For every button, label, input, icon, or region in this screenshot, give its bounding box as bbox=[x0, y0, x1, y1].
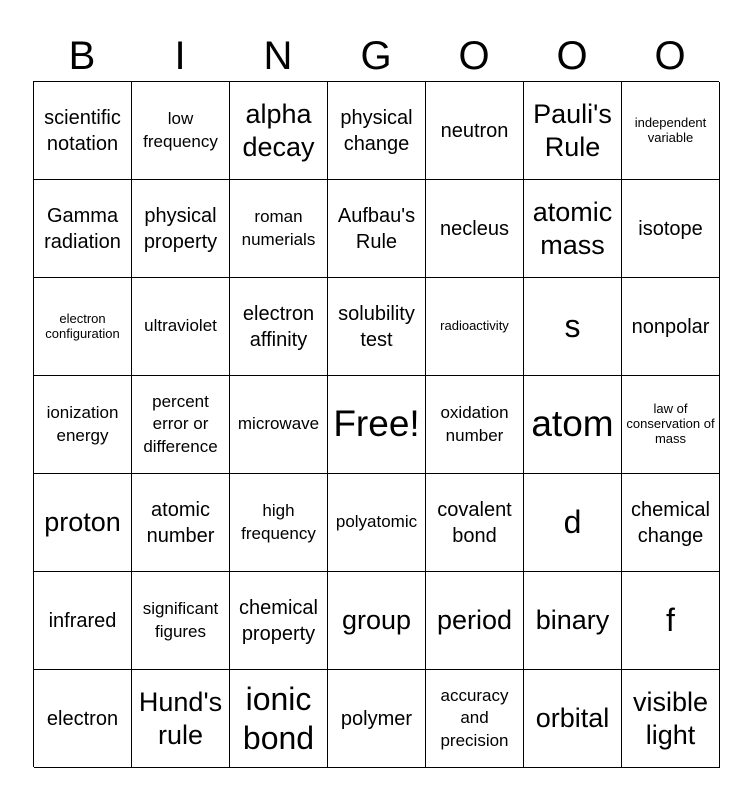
bingo-cell[interactable] bbox=[230, 474, 328, 572]
cell-label: necleus bbox=[440, 217, 509, 240]
bingo-cell-free[interactable] bbox=[328, 376, 426, 474]
cell-label: atomic number bbox=[146, 498, 215, 547]
bingo-cell[interactable] bbox=[622, 572, 720, 670]
cell-label: orbital bbox=[535, 703, 610, 734]
cell-label: solubility test bbox=[338, 302, 415, 351]
bingo-cell[interactable] bbox=[426, 376, 524, 474]
cell-label: s bbox=[564, 308, 581, 345]
cell-label: radioactivity bbox=[440, 318, 509, 334]
cell-label: Hund's rule bbox=[138, 687, 223, 750]
bingo-cell[interactable] bbox=[524, 376, 622, 474]
cell-label: scientific notation bbox=[44, 106, 121, 155]
bingo-cell[interactable] bbox=[622, 278, 720, 376]
bingo-cell[interactable] bbox=[524, 670, 622, 768]
bingo-cell[interactable] bbox=[132, 670, 230, 768]
cell-label: isotope bbox=[638, 217, 703, 240]
cell-label: high frequency bbox=[241, 501, 316, 543]
cell-label: atomic mass bbox=[532, 197, 613, 260]
header-letter-g: G bbox=[360, 34, 392, 78]
header-letter-b: B bbox=[68, 34, 96, 78]
cell-label: period bbox=[436, 605, 513, 636]
cell-label: atom bbox=[531, 403, 614, 445]
cell-label: chemical change bbox=[631, 498, 710, 547]
bingo-cell[interactable] bbox=[622, 376, 720, 474]
bingo-cell[interactable] bbox=[132, 572, 230, 670]
bingo-cell[interactable] bbox=[622, 180, 720, 278]
bingo-cell[interactable] bbox=[230, 82, 328, 180]
bingo-cell[interactable] bbox=[132, 376, 230, 474]
cell-label: neutron bbox=[440, 119, 509, 142]
bingo-cell[interactable] bbox=[230, 572, 328, 670]
bingo-cell[interactable] bbox=[328, 572, 426, 670]
bingo-board bbox=[33, 81, 719, 767]
bingo-cell[interactable] bbox=[328, 82, 426, 180]
cell-label: polyatomic bbox=[335, 512, 418, 532]
cell-label: d bbox=[563, 504, 582, 541]
bingo-cell[interactable] bbox=[524, 278, 622, 376]
header-letter-o-2: O bbox=[556, 34, 588, 78]
cell-label: group bbox=[341, 605, 412, 636]
cell-label: physical property bbox=[143, 204, 218, 253]
cell-label: Pauli's Rule bbox=[533, 99, 612, 162]
header-letter-o: O bbox=[458, 34, 490, 78]
cell-label: covalent bond bbox=[437, 498, 512, 547]
bingo-cell[interactable] bbox=[622, 670, 720, 768]
bingo-cell[interactable] bbox=[426, 670, 524, 768]
cell-label: independent variable bbox=[634, 114, 707, 145]
cell-label: Aufbau's Rule bbox=[337, 204, 416, 253]
bingo-cell[interactable] bbox=[328, 474, 426, 572]
cell-label: ionic bond bbox=[242, 681, 315, 756]
header-letter-n: N bbox=[263, 34, 293, 78]
cell-label: microwave bbox=[237, 414, 320, 434]
bingo-cell[interactable] bbox=[34, 376, 132, 474]
bingo-cell[interactable] bbox=[622, 82, 720, 180]
cell-label: roman numerials bbox=[241, 207, 316, 249]
cell-label: electron affinity bbox=[242, 302, 315, 351]
bingo-cell[interactable] bbox=[426, 82, 524, 180]
bingo-cell[interactable] bbox=[132, 474, 230, 572]
bingo-cell[interactable] bbox=[34, 278, 132, 376]
bingo-cell[interactable] bbox=[34, 82, 132, 180]
bingo-cell[interactable] bbox=[622, 474, 720, 572]
cell-label: polymer bbox=[340, 707, 413, 730]
cell-label: electron configuration bbox=[45, 310, 120, 341]
cell-label: alpha decay bbox=[242, 99, 315, 162]
bingo-cell[interactable] bbox=[426, 474, 524, 572]
bingo-cell[interactable] bbox=[426, 572, 524, 670]
bingo-cell[interactable] bbox=[132, 278, 230, 376]
bingo-cell[interactable] bbox=[34, 572, 132, 670]
bingo-cell[interactable] bbox=[328, 278, 426, 376]
cell-label: ultraviolet bbox=[144, 316, 217, 336]
cell-label: oxidation number bbox=[440, 403, 509, 445]
bingo-cell[interactable] bbox=[524, 82, 622, 180]
bingo-cell[interactable] bbox=[230, 180, 328, 278]
header-letter-i: I bbox=[174, 34, 186, 78]
cell-label: law of conservation of mass bbox=[626, 401, 715, 446]
cell-label: binary bbox=[535, 605, 610, 636]
bingo-cell[interactable] bbox=[328, 180, 426, 278]
cell-label: proton bbox=[44, 507, 121, 538]
cell-label: infrared bbox=[48, 609, 117, 632]
bingo-cell[interactable] bbox=[426, 278, 524, 376]
cell-label: accuracy and precision bbox=[440, 686, 509, 750]
cell-label: visible light bbox=[632, 687, 709, 750]
cell-label: ionization energy bbox=[46, 403, 119, 445]
bingo-cell[interactable] bbox=[230, 278, 328, 376]
cell-label: low frequency bbox=[143, 109, 218, 151]
bingo-cell[interactable] bbox=[328, 670, 426, 768]
bingo-cell[interactable] bbox=[132, 82, 230, 180]
bingo-cell[interactable] bbox=[34, 180, 132, 278]
bingo-cell[interactable] bbox=[34, 474, 132, 572]
bingo-cell[interactable] bbox=[524, 474, 622, 572]
cell-label: nonpolar bbox=[631, 315, 710, 338]
bingo-cell[interactable] bbox=[524, 180, 622, 278]
cell-label: chemical property bbox=[239, 596, 318, 645]
cell-label: f bbox=[666, 602, 675, 639]
cell-label: percent error or difference bbox=[143, 392, 218, 456]
cell-label: Free! bbox=[333, 403, 420, 445]
bingo-cell[interactable] bbox=[132, 180, 230, 278]
cell-label: physical change bbox=[340, 106, 413, 155]
bingo-header bbox=[33, 30, 719, 82]
bingo-cell[interactable] bbox=[426, 180, 524, 278]
cell-label: electron bbox=[46, 707, 119, 730]
cell-label: significant figures bbox=[142, 599, 219, 641]
header-letter-o-3: O bbox=[654, 34, 686, 78]
bingo-cell[interactable] bbox=[230, 670, 328, 768]
bingo-cell[interactable] bbox=[34, 670, 132, 768]
cell-label: Gamma radiation bbox=[44, 204, 121, 253]
bingo-cell[interactable] bbox=[524, 572, 622, 670]
bingo-cell[interactable] bbox=[230, 376, 328, 474]
